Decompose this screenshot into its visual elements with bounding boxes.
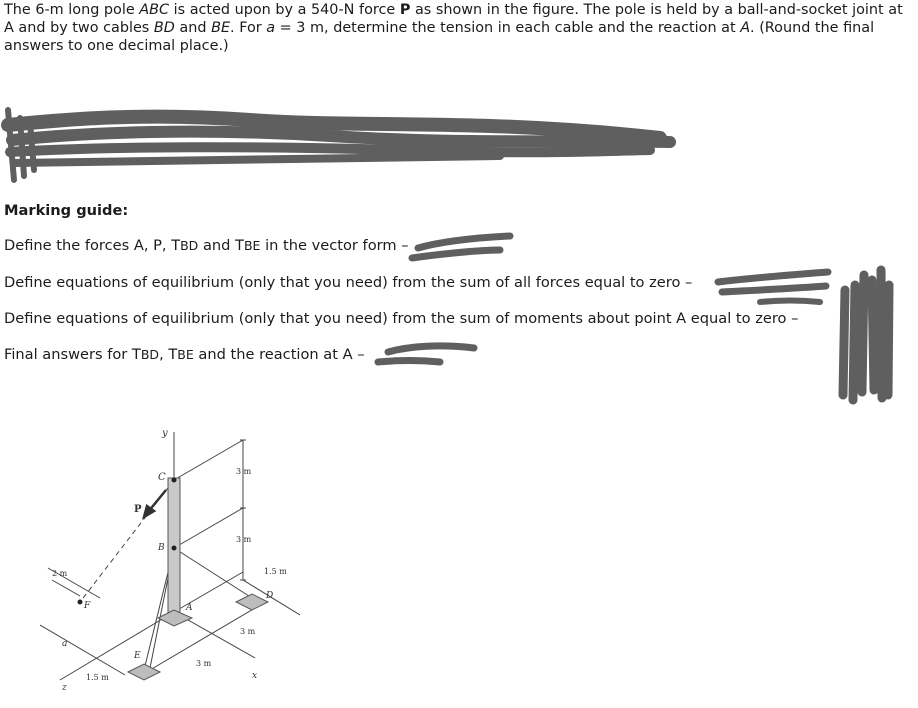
- marking-text: , T: [159, 346, 178, 363]
- subscript: BE: [243, 238, 261, 253]
- marking-guide-title: Marking guide:: [4, 202, 129, 219]
- label-a-dim: a: [62, 639, 68, 649]
- dim-2m: 2 m: [52, 569, 68, 578]
- dim-3m-top: 3 m: [236, 467, 252, 476]
- problem-text: = 3 m, determine the tension in each cable and the reaction at: [275, 20, 741, 36]
- label-y: y: [162, 428, 168, 439]
- label-p: P: [134, 504, 142, 515]
- dim-3m-mid: 3 m: [236, 535, 252, 544]
- scribble-guide-1: [412, 236, 510, 258]
- problem-text: as shown in the figure. The pole is held by a ball-and-socket joint at A and by two cables: [4, 2, 903, 36]
- marking-item-2: Define equations of equilibrium (only that you need) from the sum of all forces equal to zero –: [4, 274, 693, 291]
- force-symbol: P: [399, 2, 411, 18]
- scribble-large: [10, 147, 650, 152]
- point-a-label: A: [740, 20, 751, 36]
- marking-text: in the vector form –: [260, 237, 409, 254]
- marking-item-3: Define equations of equilibrium (only that you need) from the sum of moments about point A equal to zero –: [4, 310, 799, 327]
- label-z: z: [62, 683, 67, 693]
- dim-1-5m-bottom: 1.5 m: [86, 673, 109, 682]
- dim-3m-d: 3 m: [240, 627, 256, 636]
- subscript: BD: [180, 238, 199, 253]
- marking-text: and the reaction at A –: [193, 346, 365, 363]
- marking-text: Define the forces A, P, T: [4, 237, 181, 254]
- subscript: BE: [177, 347, 194, 362]
- problem-text: . For: [230, 20, 267, 36]
- problem-text: . (Round the final answers to one decimal place.): [4, 20, 875, 54]
- variable-a: a: [266, 20, 276, 36]
- label-x: x: [252, 671, 258, 681]
- cable-be-label: BE: [211, 20, 231, 36]
- pole-figure: [40, 420, 300, 700]
- point-b: [172, 546, 177, 551]
- base-d: [236, 594, 268, 610]
- scribble-guide-2: [718, 272, 828, 292]
- scribble-guide-3: [760, 301, 820, 303]
- point-c: [172, 478, 177, 483]
- subscript: BD: [140, 347, 160, 362]
- marking-item-4: [4, 346, 365, 364]
- problem-text: The 6-m long pole: [4, 2, 140, 18]
- problem-text: and: [174, 20, 212, 36]
- marking-text: and T: [198, 237, 244, 254]
- dim-3m-e: 3 m: [196, 659, 212, 668]
- label-a: A: [186, 603, 193, 613]
- scribble-large: [8, 110, 34, 180]
- dim-1-5m-right: 1.5 m: [264, 567, 287, 576]
- label-c: C: [158, 472, 166, 483]
- pole-label: ABC: [139, 2, 170, 18]
- label-e: E: [134, 651, 141, 661]
- marking-item-1: [4, 237, 409, 255]
- cable-bd-label: BD: [153, 20, 175, 36]
- marking-text: Final answers for T: [4, 346, 141, 363]
- label-f: F: [84, 601, 91, 611]
- label-b: B: [158, 543, 165, 553]
- scribble-large: [14, 156, 500, 163]
- scribble-guide-4: [378, 346, 474, 362]
- problem-text: is acted upon by a 540-N force: [169, 2, 400, 18]
- scribble-vertical: [843, 270, 889, 400]
- label-d: D: [266, 591, 274, 601]
- point-f: [78, 600, 83, 605]
